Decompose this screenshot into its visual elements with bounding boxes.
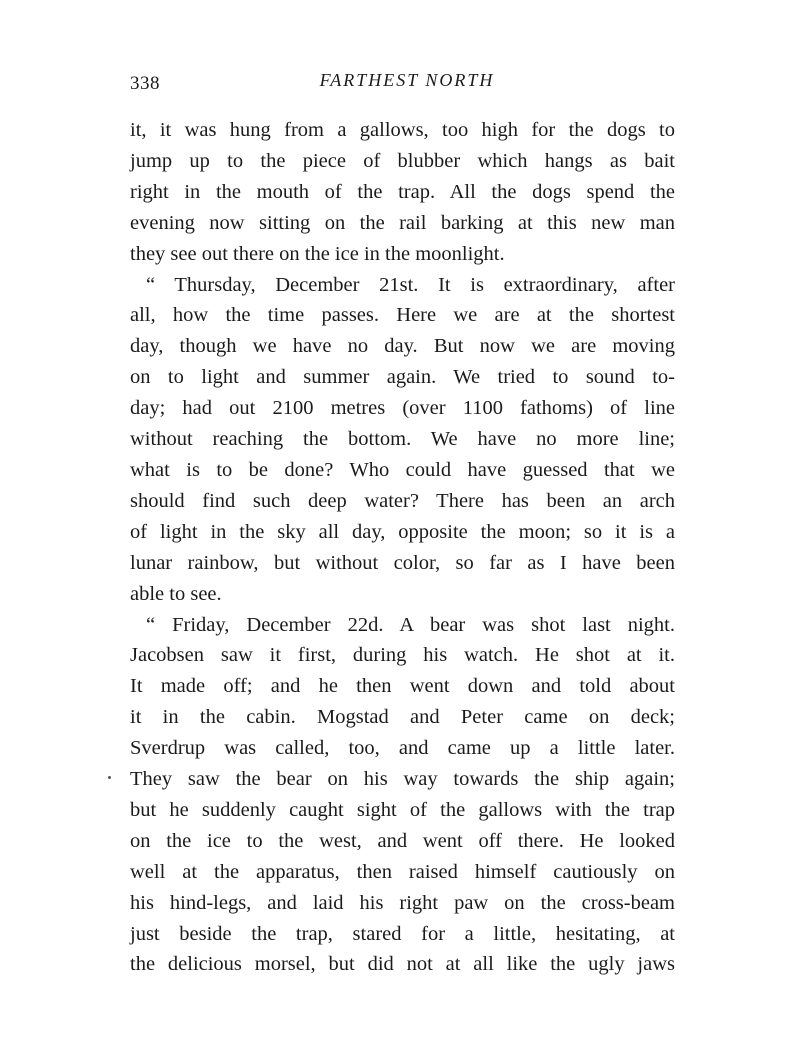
text-line: they see out there on the ice in the moonlight. bbox=[130, 242, 505, 265]
text-line: of light in the sky all day, opposite the moon; so it is a bbox=[130, 520, 675, 543]
text-line: day, though we have no day. But now we are moving bbox=[130, 335, 675, 358]
text-line: evening now sitting on the rail barking at this new man bbox=[130, 211, 675, 234]
text-line: without reaching the bottom. We have no more line; bbox=[130, 428, 675, 451]
text-line: day; had out 2100 metres (over 1100 fathoms) of line bbox=[130, 397, 675, 420]
body-text bbox=[130, 115, 675, 980]
text-line: right in the mouth of the trap. All the dogs spend the bbox=[130, 180, 675, 203]
text-line: “ Thursday, December 21st. It is extraordinary, after bbox=[146, 273, 675, 296]
text-line: the delicious morsel, but did not at all like the ugly jaws bbox=[130, 953, 675, 976]
text-line: on to light and summer again. We tried to sound to- bbox=[130, 366, 675, 389]
text-line: just beside the trap, stared for a little, hesitating, at bbox=[130, 922, 675, 945]
text-line: able to see. bbox=[130, 582, 222, 605]
text-line: should find such deep water? There has been an arch bbox=[130, 489, 675, 512]
text-line: Jacobsen saw it first, during his watch. He shot at it. bbox=[130, 644, 675, 667]
text-line: lunar rainbow, but without color, so far as I have been bbox=[130, 551, 675, 574]
text-line: They saw the bear on his way towards the ship again; bbox=[130, 768, 675, 791]
running-title: FARTHEST NORTH bbox=[319, 70, 495, 90]
text-line: Sverdrup was called, too, and came up a little later. bbox=[130, 737, 675, 760]
text-line: well at the apparatus, then raised himself cautiously on bbox=[130, 860, 675, 883]
text-line: on the ice to the west, and went off there. He looked bbox=[130, 829, 675, 852]
text-line: what is to be done? Who could have guessed that we bbox=[130, 458, 675, 481]
text-line: but he suddenly caught sight of the gallows with the trap bbox=[130, 798, 675, 821]
text-line: it, it was hung from a gallows, too high for the dogs to bbox=[130, 119, 675, 141]
text-line: jump up to the piece of blubber which hangs as bait bbox=[130, 149, 675, 172]
text-line: his hind-legs, and laid his right paw on the cross-beam bbox=[130, 891, 675, 914]
text-line: “ Friday, December 22d. A bear was shot last night. bbox=[146, 613, 675, 636]
text-line: it in the cabin. Mogstad and Peter came on deck; bbox=[130, 706, 675, 729]
margin-speck bbox=[108, 776, 111, 779]
text-line: It made off; and he then went down and told about bbox=[130, 675, 675, 698]
text-line: all, how the time passes. Here we are at the shortest bbox=[130, 304, 675, 327]
page-number: 338 bbox=[130, 73, 160, 94]
